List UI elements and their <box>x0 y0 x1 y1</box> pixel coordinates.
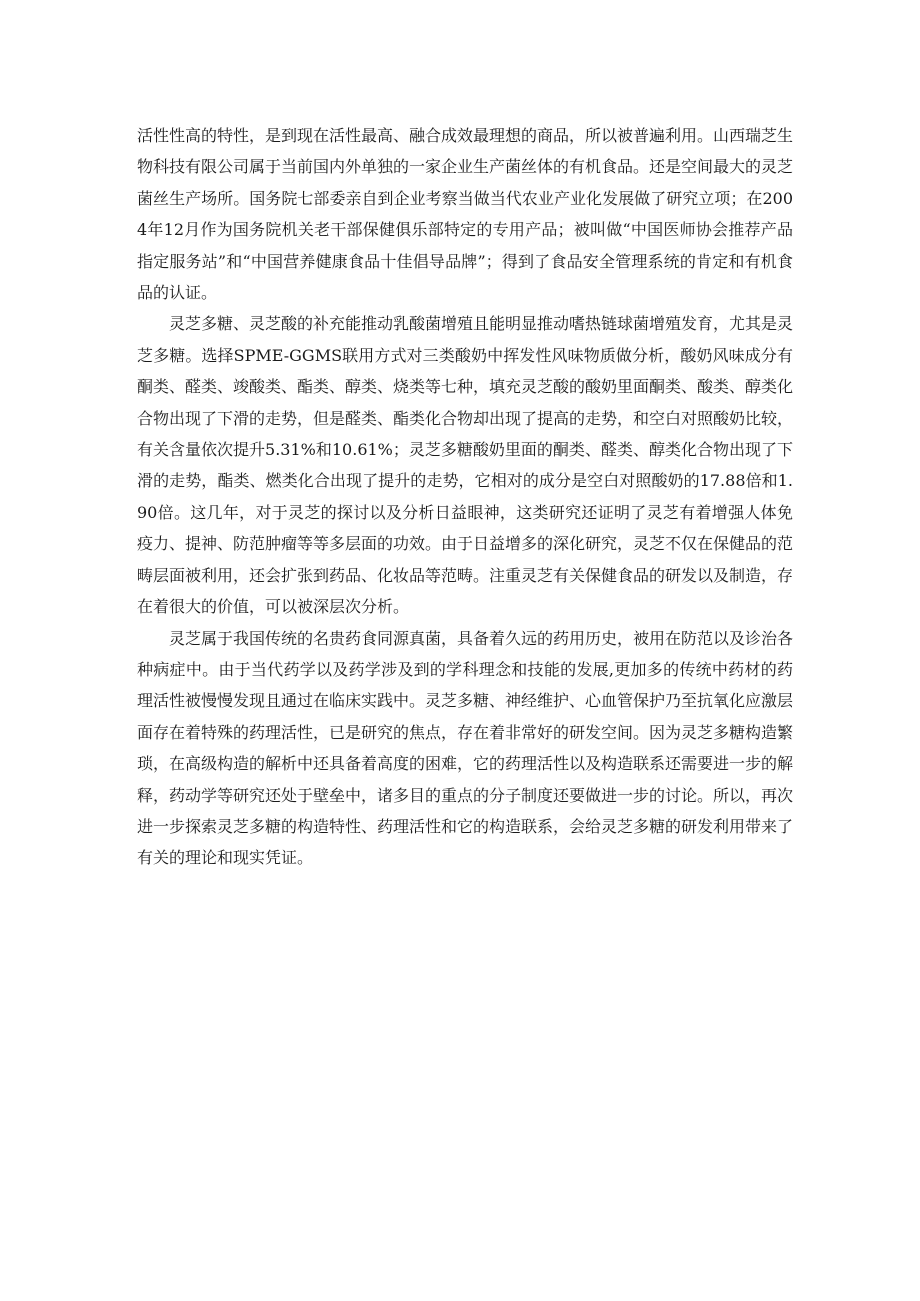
paragraph-3: 灵芝属于我国传统的名贵药食同源真菌，具备着久远的药用历史，被用在防范以及诊治各种病症中。由于当代药学以及药学涉及到的学科理念和技能的发展,更加多的传统中药材的药理活性被慢慢发现且通过在临床实践中。灵芝多糖、神经维护、心血管保护乃至抗氧化应激层面存在着特殊的药理活性，已是研究的焦点，存在着非常好的研发空间。因为灵芝多糖构造繁琐，在高级构造的解析中还具备着高度的困难，它的药理活性以及构造联系还需要进一步的解释，药动学等研究还处于壁垒中，诸多目的重点的分子制度还要做进一步的讨论。所以，再次进一步探索灵芝多糖的构造特性、药理活性和它的构造联系，会给灵芝多糖的研发利用带来了有关的理论和现实凭证。 <box>137 628 794 868</box>
document-body <box>137 120 793 874</box>
paragraph-1: 活性性高的特性，是到现在活性最高、融合成效最理想的商品，所以被普遍利用。山西瑞芝生物科技有限公司属于当前国内外单独的一家企业生产菌丝体的有机食品。还是空间最大的灵芝菌丝生产场所。国务院七部委亲自到企业考察当做当代农业产业化发展做了研究立项；在2004年12月作为国务院机关老干部保健俱乐部特定的专用产品；被叫做“中国医师协会推荐产品指定服务站”和“中国营养健康食品十佳倡导品牌”；得到了食品安全管理系统的肯定和有机食品的认证。 <box>137 126 794 303</box>
paragraph-2: 灵芝多糖、灵芝酸的补充能推动乳酸菌增殖且能明显推动嗜热链球菌增殖发育，尤其是灵芝多糖。选择SPME-GGMS联用方式对三类酸奶中挥发性风味物质做分析，酸奶风味成分有酮类、醛类、竣酸类、酯类、醇类、烧类等七种，填充灵芝酸的酸奶里面酮类、酸类、醇类化合物出现了下滑的走势，但是醛类、酯类化合物却出现了提高的走势，和空白对照酸奶比较，有关含量依次提升5.31%和10.61%；灵芝多糖酸奶里面的酮类、醛类、醇类化合物出现了下滑的走势，酯类、燃类化合出现了提升的走势，它相对的成分是空白对照酸奶的17.88倍和1.90倍。这几年，对于灵芝的探讨以及分析日益眼神，这类研究还证明了灵芝有着增强人体免疫力、提神、防范肿瘤等等多层面的功效。由于日益增多的深化研究，灵芝不仅在保健品的范畴层面被利用，还会扩张到药品、化妆品等范畴。注重灵芝有关保健食品的研发以及制造，存在着很大的价值，可以被深层次分析。 <box>137 314 794 617</box>
